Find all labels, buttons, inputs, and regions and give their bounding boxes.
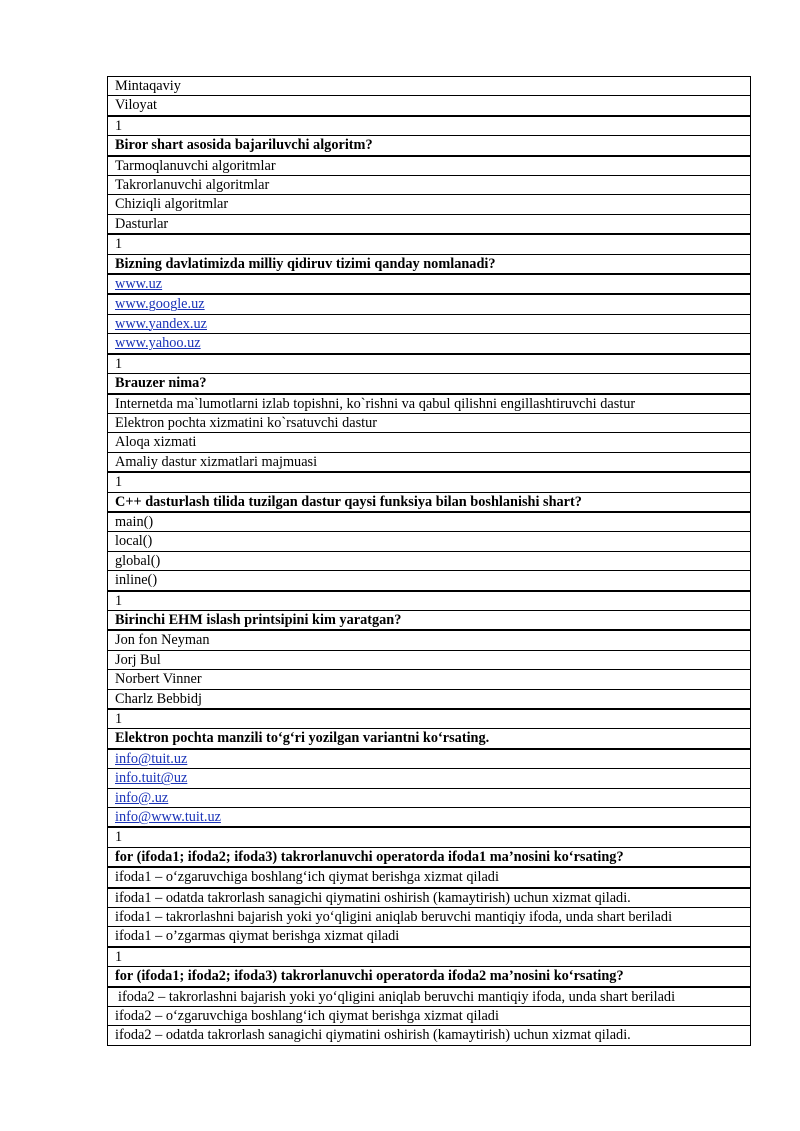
question-text: C++ dasturlash tilida tuzilgan dastur qaysi funksiya bilan boshlanishi shart? (108, 492, 751, 512)
answer-option: ifoda2 – o‘zgaruvchiga boshlang‘ich qiymat berishga xizmat qiladi (108, 1007, 751, 1026)
quiz-table (107, 76, 751, 1046)
answer-option: global() (108, 551, 751, 570)
table-row (108, 394, 751, 414)
table-row (108, 650, 751, 669)
answer-option: Dasturlar (108, 214, 751, 234)
table-row (108, 374, 751, 394)
table-row (108, 847, 751, 867)
table-row (108, 492, 751, 512)
answer-option: Amaliy dastur xizmatlari majmuasi (108, 452, 751, 472)
difficulty-number: 1 (108, 709, 751, 729)
table-row (108, 630, 751, 650)
table-row (108, 532, 751, 551)
table-row (108, 689, 751, 709)
answer-option: ifoda2 – takrorlashni bajarish yoki yo‘qligini aniqlab beruvchi mantiqiy ifoda, unda shart beriladi (108, 987, 751, 1007)
table-row (108, 433, 751, 452)
answer-option: Internetda ma`lumotlarni izlab topishni, ko`rishni va qabul qilishni engillashtiruvchi dastur (108, 394, 751, 414)
table-row (108, 1026, 751, 1045)
difficulty-number: 1 (108, 116, 751, 136)
question-text: for (ifoda1; ifoda2; ifoda3) takrorlanuvchi operatorda ifoda2 ma’nosini ko‘rsating? (108, 967, 751, 987)
table-row (108, 591, 751, 611)
answer-option: Aloqa xizmati (108, 433, 751, 452)
table-row (108, 610, 751, 630)
table-row (108, 749, 751, 769)
table-row (108, 77, 751, 96)
answer-link[interactable]: info@.uz (108, 788, 751, 807)
difficulty-number: 1 (108, 234, 751, 254)
table-row (108, 314, 751, 333)
table-row (108, 234, 751, 254)
difficulty-number: 1 (108, 354, 751, 374)
question-text: Bizning davlatimizda milliy qidiruv tizimi qanday nomlanadi? (108, 254, 751, 274)
difficulty-number: 1 (108, 947, 751, 967)
table-row (108, 214, 751, 234)
answer-option: Jorj Bul (108, 650, 751, 669)
answer-option: Jon fon Neyman (108, 630, 751, 650)
table-row (108, 176, 751, 195)
answer-option: Elektron pochta xizmatini ko`rsatuvchi dastur (108, 413, 751, 432)
answer-option: Charlz Bebbidj (108, 689, 751, 709)
answer-option: ifoda1 – takrorlashni bajarish yoki yo‘qligini aniqlab beruvchi mantiqiy ifoda, unda shart beriladi (108, 908, 751, 927)
table-row (108, 472, 751, 492)
answer-link[interactable]: info@www.tuit.uz (108, 808, 751, 828)
question-text: Birinchi EHM islash printsipini kim yaratgan? (108, 610, 751, 630)
table-row (108, 413, 751, 432)
answer-link[interactable]: www.yandex.uz (108, 314, 751, 333)
answer-link[interactable]: www.uz (108, 274, 751, 294)
question-text: Biror shart asosida bajariluvchi algoritm? (108, 136, 751, 156)
question-text: Brauzer nima? (108, 374, 751, 394)
table-row (108, 156, 751, 176)
table-row (108, 96, 751, 116)
question-text: Elektron pochta manzili to‘g‘ri yozilgan variantni ko‘rsating. (108, 729, 751, 749)
answer-link[interactable]: info.tuit@uz (108, 769, 751, 788)
quiz-table-body (108, 77, 751, 1046)
table-row (108, 1007, 751, 1026)
table-row (108, 571, 751, 591)
answer-option: Chiziqli algoritmlar (108, 195, 751, 214)
difficulty-number: 1 (108, 591, 751, 611)
answer-option: Tarmoqlanuvchi algoritmlar (108, 156, 751, 176)
table-row (108, 116, 751, 136)
table-row (108, 254, 751, 274)
table-row (108, 294, 751, 314)
table-row (108, 334, 751, 354)
answer-link[interactable]: www.google.uz (108, 294, 751, 314)
table-row (108, 967, 751, 987)
table-row (108, 670, 751, 689)
table-row (108, 827, 751, 847)
answer-link[interactable]: info@tuit.uz (108, 749, 751, 769)
table-row (108, 788, 751, 807)
answer-option: Takrorlanuvchi algoritmlar (108, 176, 751, 195)
table-row (108, 729, 751, 749)
table-row (108, 947, 751, 967)
table-row (108, 808, 751, 828)
table-row (108, 927, 751, 947)
table-row (108, 195, 751, 214)
answer-link[interactable]: www.yahoo.uz (108, 334, 751, 354)
table-row (108, 274, 751, 294)
answer-option: Norbert Vinner (108, 670, 751, 689)
answer-option: inline() (108, 571, 751, 591)
table-row (108, 769, 751, 788)
answer-option: local() (108, 532, 751, 551)
difficulty-number: 1 (108, 472, 751, 492)
answer-option: ifoda1 – o‘zgaruvchiga boshlang‘ich qiymat berishga xizmat qiladi (108, 867, 751, 887)
answer-option: ifoda1 – odatda takrorlash sanagichi qiymatini oshirish (kamaytirish) uchun xizmat qiladi. (108, 888, 751, 908)
answer-option: Viloyat (108, 96, 751, 116)
table-row (108, 354, 751, 374)
answer-option: ifoda2 – odatda takrorlash sanagichi qiymatini oshirish (kamaytirish) uchun xizmat qiladi. (108, 1026, 751, 1045)
table-row (108, 136, 751, 156)
table-row (108, 551, 751, 570)
table-row (108, 867, 751, 887)
table-row (108, 987, 751, 1007)
table-row (108, 908, 751, 927)
question-text: for (ifoda1; ifoda2; ifoda3) takrorlanuvchi operatorda ifoda1 ma’nosini ko‘rsating? (108, 847, 751, 867)
answer-option: main() (108, 512, 751, 532)
answer-option: Mintaqaviy (108, 77, 751, 96)
table-row (108, 709, 751, 729)
table-row (108, 512, 751, 532)
table-row (108, 452, 751, 472)
difficulty-number: 1 (108, 827, 751, 847)
table-row (108, 888, 751, 908)
answer-option: ifoda1 – o’zgarmas qiymat berishga xizmat qiladi (108, 927, 751, 947)
